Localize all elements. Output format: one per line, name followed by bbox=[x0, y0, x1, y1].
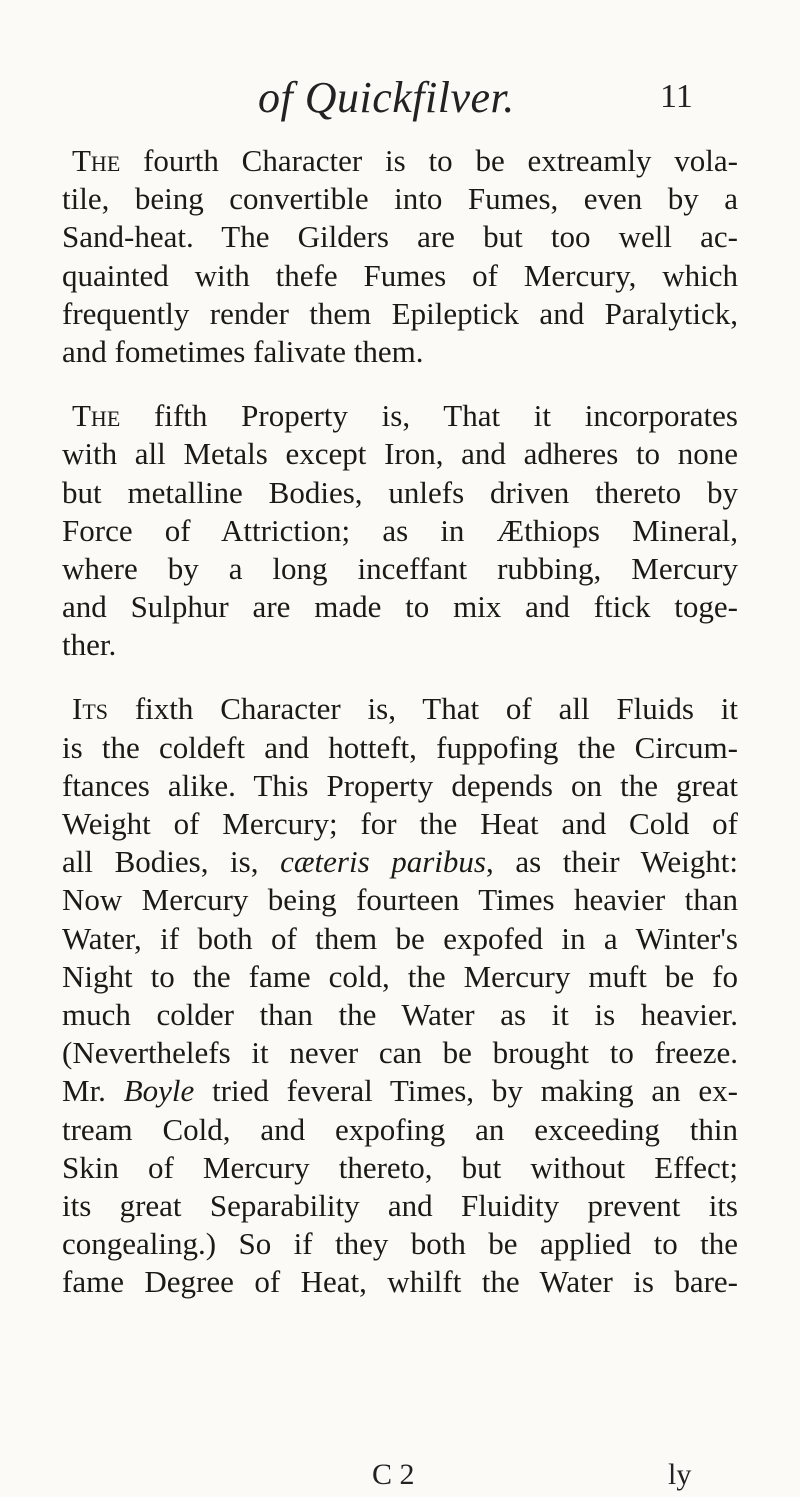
line-text: fourth Character is to be extreamly vola- bbox=[120, 143, 738, 178]
italic-name: Boyle bbox=[123, 1073, 195, 1109]
catchword: ly bbox=[668, 1458, 692, 1491]
paragraph-lead-word: The bbox=[72, 398, 121, 434]
text-line: ftances alike. This Property depends on the great bbox=[62, 767, 738, 803]
running-head bbox=[0, 72, 800, 132]
text-line: and fometimes falivate them. bbox=[62, 333, 424, 369]
line-text: fixth Character is, That of all Fluids it bbox=[108, 691, 738, 727]
text-line: frequently render them Epileptick and Paralytick, bbox=[62, 295, 738, 331]
paragraph-lead-word: The bbox=[72, 143, 121, 178]
text-line: Skin of Mercury thereto, but without Effect; bbox=[62, 1149, 738, 1185]
text-line: tile, being convertible into Fumes, even by a bbox=[62, 181, 738, 217]
text-line: tream Cold, and expofing an exceeding thin bbox=[62, 1111, 738, 1147]
text-line: Water, if both of them be expofed in a Winter's bbox=[62, 920, 738, 956]
line-text: Mr. bbox=[62, 1073, 124, 1109]
text-line: where by a long inceffant rubbing, Mercury bbox=[62, 550, 738, 586]
text-line: with all Metals except Iron, and adheres to none bbox=[62, 436, 738, 472]
text-line: Weight of Mercury; for the Heat and Cold of bbox=[62, 806, 738, 841]
text-line: and Sulphur are made to mix and ftick toge- bbox=[62, 589, 738, 625]
page-number: 11 bbox=[660, 78, 693, 115]
text-line: Night to the fame cold, the Mercury muft be fo bbox=[62, 958, 738, 994]
text-line bbox=[62, 142, 738, 180]
text-line: much colder than the Water as it is heavier. bbox=[62, 996, 738, 1032]
text-line: quainted with thefe Fumes of Mercury, which bbox=[62, 257, 738, 293]
line-text: tried feveral Times, by making an ex- bbox=[194, 1073, 738, 1109]
text-line bbox=[62, 1072, 738, 1110]
text-line: is the coldeft and hotteft, fuppofing the Circum- bbox=[62, 729, 738, 765]
text-line: congealing.) So if they both be applied to the bbox=[62, 1226, 738, 1262]
paragraph-fourth-character bbox=[62, 142, 738, 371]
text-line: fame Degree of Heat, whilft the Water is bare- bbox=[62, 1264, 738, 1300]
text-line bbox=[62, 690, 738, 728]
line-text: , as their Weight: bbox=[486, 844, 739, 880]
text-line bbox=[62, 397, 738, 435]
italic-phrase: cæteris paribus bbox=[280, 844, 486, 880]
text-line: but metalline Bodies, unlefs driven thereto by bbox=[62, 474, 738, 510]
text-line: ther. bbox=[62, 627, 117, 663]
text-line: Force of Attriction; as in Æthiops Mineral, bbox=[62, 512, 738, 548]
text-line bbox=[62, 843, 738, 881]
paragraph-lead-word: Its bbox=[72, 691, 108, 727]
running-title: of Quickfilver. bbox=[258, 73, 515, 122]
text-line: (Neverthelefs it never can be brought to freeze. bbox=[62, 1035, 738, 1071]
paragraph-fifth-property bbox=[62, 397, 738, 664]
signature-mark: C 2 bbox=[372, 1458, 415, 1491]
text-line: its great Separability and Fluidity prevent its bbox=[62, 1187, 738, 1223]
body-text bbox=[62, 142, 738, 1327]
paragraph-sixth-character bbox=[62, 690, 738, 1301]
line-text: all Bodies, is, bbox=[62, 844, 281, 880]
text-line: Now Mercury being fourteen Times heavier than bbox=[62, 882, 738, 918]
text-line: Sand-heat. The Gilders are but too well ac- bbox=[62, 219, 738, 255]
line-text: fifth Property is, That it incorporates bbox=[120, 398, 738, 434]
